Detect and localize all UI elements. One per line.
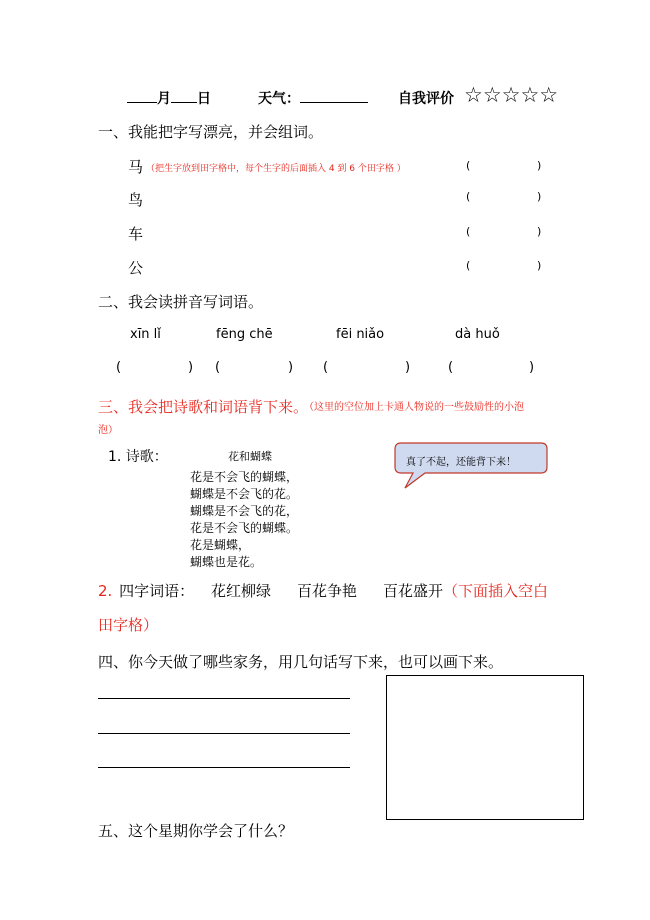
- section3-title: 三、我会把诗歌和词语背下来。: [98, 398, 309, 416]
- paren-close-2: ): [537, 190, 542, 203]
- self-eval-label: 自我评价: [398, 91, 454, 107]
- char-ma: 马: [128, 158, 144, 176]
- rating-stars[interactable]: ☆☆☆☆☆: [464, 83, 559, 107]
- idiom-number: 2.: [98, 582, 113, 600]
- paren-open-3: (: [466, 225, 471, 238]
- pinyin-2: fēng chē: [216, 327, 273, 342]
- section3-note-line2: 泡）: [98, 425, 118, 436]
- answer-paren-close-2: ): [288, 360, 294, 375]
- pinyin-4: dà huǒ: [455, 327, 500, 342]
- char-gong: 公: [128, 259, 144, 277]
- poem-line: 花是不会飞的蝴蝶。: [190, 521, 299, 535]
- poem-label: 1. 诗歌：: [108, 449, 168, 465]
- section4-title: 四、你今天做了哪些家务，用几句话写下来，也可以画下来。: [98, 653, 504, 671]
- poem-line: 花是不会飞的蝴蝶，: [190, 470, 299, 484]
- poem-line: 蝴蝶是不会飞的花，: [190, 504, 299, 518]
- poem-line: 蝴蝶是不会飞的花。: [190, 487, 299, 501]
- idiom-note: （下面插入空白: [443, 582, 549, 600]
- weather-blank[interactable]: [300, 88, 368, 103]
- month-blank[interactable]: [127, 88, 157, 103]
- poem-title: 花和蝴蝶: [228, 450, 272, 463]
- answer-paren-open-1: (: [116, 360, 122, 375]
- section5-title: 五、这个星期你学会了什么？: [98, 822, 294, 840]
- pinyin-1: xīn lǐ: [130, 327, 161, 342]
- char-che: 车: [128, 225, 144, 243]
- section1-note: （把生字放到田字格中，每个生字的后面插入 4 到 6 个田字格 ）: [146, 164, 406, 174]
- poem-line: 蝴蝶也是花。: [190, 555, 263, 569]
- idiom-3: 百花盛开: [383, 582, 444, 600]
- paren-close-1: ): [537, 159, 542, 172]
- paren-close-4: ): [537, 259, 542, 272]
- day-label: 日: [197, 91, 211, 107]
- answer-paren-open-3: (: [323, 360, 329, 375]
- paren-open-1: (: [466, 159, 471, 172]
- writing-line-1[interactable]: [98, 698, 350, 699]
- writing-line-3[interactable]: [98, 767, 350, 768]
- month-label: 月: [157, 91, 171, 107]
- paren-close-3: ): [537, 225, 542, 238]
- paren-open-2: (: [466, 190, 471, 203]
- answer-paren-open-2: (: [215, 360, 221, 375]
- char-niao: 鸟: [128, 191, 144, 209]
- weather-label: 天气：: [258, 91, 300, 107]
- bubble-text: 真了不起，还能背下来！: [406, 457, 516, 468]
- idiom-line: [98, 580, 194, 601]
- date-line: [127, 88, 211, 108]
- idiom-2: 百花争艳: [297, 582, 358, 600]
- poem-body: [190, 469, 298, 571]
- idiom-note-2: 田字格）: [98, 616, 159, 634]
- paren-open-4: (: [466, 259, 471, 272]
- weather-line: [258, 88, 368, 108]
- idiom-1: 花红柳绿: [211, 582, 272, 600]
- poem-line: 花是蝴蝶，: [190, 538, 251, 552]
- answer-paren-close-4: ): [529, 360, 535, 375]
- answer-paren-close-1: ): [188, 360, 194, 375]
- idiom-label: 四字词语：: [119, 582, 195, 600]
- pinyin-3: fēi niǎo: [336, 327, 385, 342]
- section2-title: 二、我会读拼音写词语。: [98, 293, 264, 311]
- writing-line-2[interactable]: [98, 733, 350, 734]
- section3-note-line1: （这里的空位加上卡通人物说的一些鼓励性的小泡: [304, 402, 524, 413]
- answer-paren-open-4: (: [448, 360, 454, 375]
- day-blank[interactable]: [171, 88, 197, 103]
- answer-paren-close-3: ): [405, 360, 411, 375]
- section1-title: 一、我能把字写漂亮，并会组词。: [98, 123, 324, 141]
- drawing-box[interactable]: [386, 675, 584, 820]
